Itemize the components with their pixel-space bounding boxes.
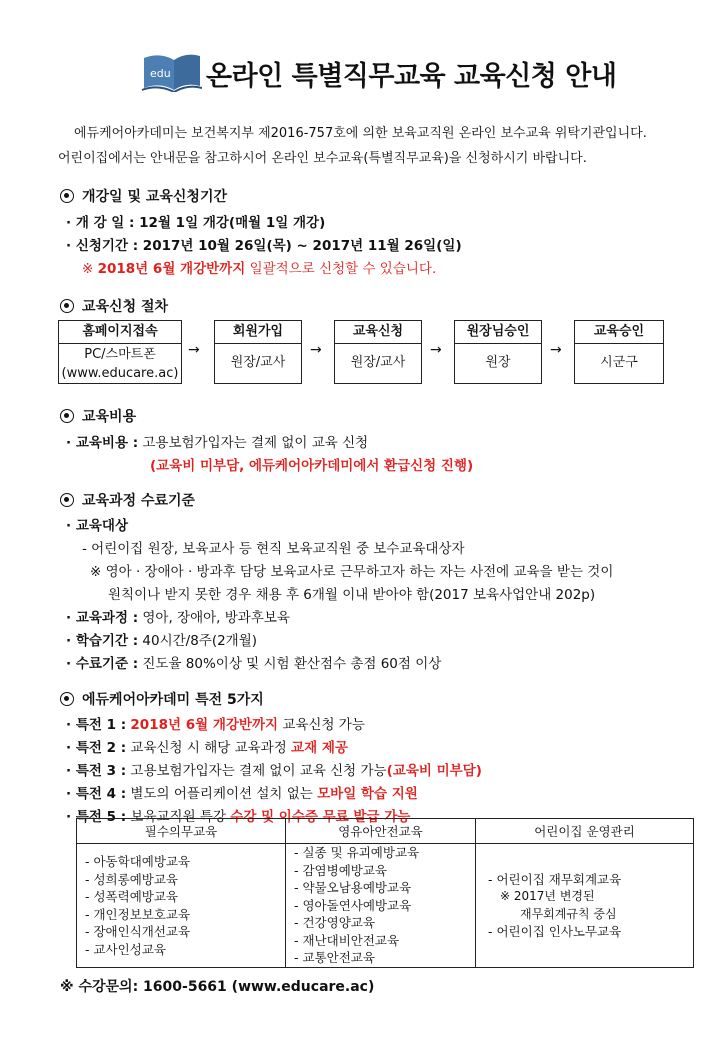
list-item: - 교통안전교육	[294, 950, 375, 966]
circle-bullet-icon	[60, 299, 74, 313]
contact-info: ※ 수강문의: 1600-5661 (www.educare.ac)	[60, 979, 375, 995]
intro-line-2: 어린이집에서는 안내문을 참고하시어 온라인 보수교육(특별직무교육)을 신청하시기 바랍니다.	[58, 151, 587, 166]
list-item: ※ 2017년 변경된	[500, 889, 595, 903]
cost-line: · 교육비용 : 고용보험가입자는 결제 없이 교육 신청	[66, 435, 369, 451]
flow-step-homepage: 홈페이지접속 PC/스마트폰 (www.educare.ac)	[58, 320, 182, 384]
table-header: 필수의무교육	[77, 819, 286, 844]
start-date-line: · 개 강 일 : 12월 1일 개강(매월 1일 개강)	[66, 215, 326, 231]
benefit-item: · 특전 3 : 고용보험가입자는 결제 없이 교육 신청 가능(교육비 미부담)	[66, 763, 482, 779]
arrow-icon: →	[550, 342, 562, 358]
list-item: - 어린이집 재무회계교육	[488, 871, 622, 887]
list-item: - 개인정보보호교육	[85, 906, 191, 922]
table-cell	[77, 844, 286, 968]
benefit-item: · 특전 5 : 보육교직원 특강 수강 및 이수증 무료 발급 가능	[66, 809, 411, 825]
list-item: - 어린이집 인사노무교육	[488, 924, 622, 939]
target-note-1: ※ 영아 · 장애아 · 방과후 담당 보육교사로 근무하고자 하는 자는 사전에 교육을 받는 것이	[90, 564, 614, 580]
arrow-icon: →	[430, 342, 442, 358]
benefit-item: · 특전 2 : 교육신청 시 해당 교육과정 교재 제공	[66, 740, 348, 756]
list-item: - 건강영양교육	[294, 915, 375, 931]
period-line: · 신청기간 : 2017년 10월 26일(목) ~ 2017년 11월 26일(일)	[66, 238, 462, 254]
flow-step-signup: 회원가입 원장/교사	[214, 320, 302, 384]
list-item: - 감염병예방교육	[294, 862, 388, 878]
section-title: 개강일 및 교육신청기간	[82, 189, 227, 205]
circle-bullet-icon	[60, 409, 74, 423]
section-heading-criteria	[60, 490, 195, 510]
benefit-item: · 특전 4 : 별도의 어플리케이션 설치 없는 모바일 학습 지원	[66, 786, 418, 802]
list-item: - 재난대비안전교육	[294, 932, 400, 948]
section-heading-procedure	[60, 296, 168, 316]
flow-step-director-approval: 원장님승인 원장	[454, 320, 542, 384]
list-item: - 영아돌연사예방교육	[294, 897, 412, 913]
list-item: 재무회계규칙 중심	[520, 906, 617, 921]
section-heading-schedule	[60, 186, 227, 206]
table-header: 어린이집 운영관리	[476, 819, 694, 844]
course-line: · 교육과정 : 영아, 장애아, 방과후보육	[66, 610, 290, 626]
section-title: 에듀케어아카데미 특전 5가지	[82, 692, 264, 708]
section-heading-benefits	[60, 689, 264, 709]
list-item: - 약물오남용예방교육	[294, 880, 412, 896]
list-item: - 실종 및 유괴예방교육	[294, 845, 420, 861]
flow-step-approval: 교육승인 시군구	[574, 320, 664, 384]
table-cell	[476, 844, 694, 968]
circle-bullet-icon	[60, 493, 74, 507]
benefit-item: · 특전 1 : 2018년 6월 개강반까지 교육신청 가능	[66, 717, 365, 733]
table-cell	[286, 844, 476, 968]
hours-line: · 학습기간 : 40시간/8주(2개월)	[66, 633, 258, 649]
cost-note: (교육비 미부담, 에듀케어아카데미에서 환급신청 진행)	[150, 458, 474, 474]
section-title: 교육과정 수료기준	[82, 493, 196, 509]
section-heading-cost	[60, 406, 136, 426]
courses-table	[76, 818, 694, 968]
edu-logo	[140, 50, 202, 92]
target-label: · 교육대상	[66, 518, 128, 534]
circle-bullet-icon	[60, 189, 74, 203]
target-note-2: 원칙이나 받지 못한 경우 채용 후 6개월 이내 받아야 함(2017 보육사업안내 202p)	[108, 587, 596, 603]
target-line: - 어린이집 원장, 보육교사 등 현직 보육교직원 중 보수교육대상자	[82, 541, 465, 557]
section-title: 교육비용	[82, 409, 137, 425]
list-item: - 아동학대예방교육	[85, 854, 191, 869]
circle-bullet-icon	[60, 692, 74, 706]
list-item: - 교사인성교육	[85, 941, 166, 957]
arrow-icon: →	[188, 342, 200, 358]
table-header: 영유아안전교육	[286, 819, 476, 844]
section-title: 교육신청 절차	[82, 299, 169, 315]
list-item: - 성폭력예방교육	[85, 889, 179, 904]
schedule-note: ※ 2018년 6월 개강반까지 일괄적으로 신청할 수 있습니다.	[82, 261, 437, 277]
list-item: - 성희롱예방교육	[85, 871, 179, 887]
svg-text:edu: edu	[150, 67, 171, 80]
criteria-line: · 수료기준 : 진도율 80%이상 및 시험 환산점수 총점 60점 이상	[66, 656, 442, 672]
flow-step-apply: 교육신청 원장/교사	[334, 320, 422, 384]
list-item: - 장애인식개선교육	[85, 924, 191, 939]
arrow-icon: →	[310, 342, 322, 358]
page-title: 온라인 특별직무교육 교육신청 안내	[206, 61, 617, 92]
intro-line-1: 에듀케어아카데미는 보건복지부 제2016-757호에 의한 보육교직원 온라인 보수교육 위탁기관입니다.	[74, 126, 647, 141]
